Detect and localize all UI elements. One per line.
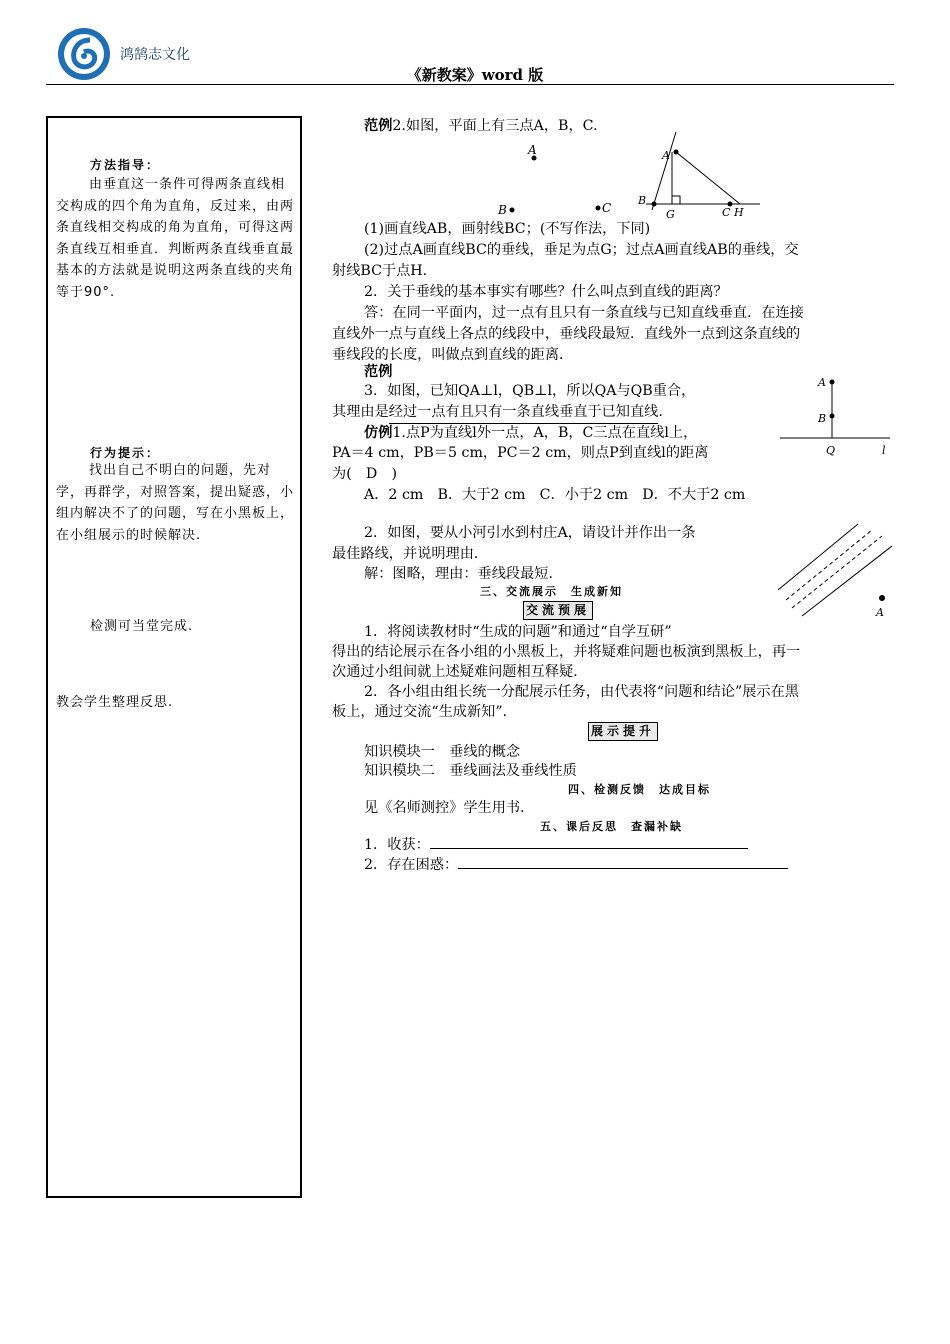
check-text: 检测可当堂完成.: [90, 619, 194, 634]
header-divider: [46, 84, 894, 85]
step-1-line2: 得出的结论展示在各小组的小黑板上，并将疑难问题也板演到黑板上，再一: [332, 644, 801, 660]
fig3-label-q: Q: [826, 444, 836, 457]
example-3-line1: 3．如图，已知QA⊥l，QB⊥l，所以QA与QB重合，: [364, 383, 696, 399]
imitation-1-line2: PA＝4 cm，PB＝5 cm，PC＝2 cm，则点P到直线l的距离: [332, 445, 709, 461]
fig3-label-a: A: [818, 376, 826, 389]
tag-exchange-preview: 交流预展: [523, 601, 593, 620]
figure-perpendicular: [632, 128, 764, 224]
fig3-label-l: l: [882, 444, 886, 457]
example-3-line2: 其理由是经过一点有且只有一条直线垂直于已知直线.: [332, 402, 663, 424]
brand-name: 鸿鹄志文化: [120, 47, 190, 63]
page-title: 《新教案》word 版: [406, 66, 544, 84]
section-5-title: 五、课后反思 查漏补缺: [540, 820, 683, 833]
question-2-line2: 射线BC于点H.: [332, 263, 428, 279]
fig1-label-a: A: [528, 143, 537, 157]
imitation-1-line1: 仿例1.点P为直线l外一点，A，B，C三点在直线l上，: [364, 425, 698, 441]
section-3-title: 三、交流展示 生成新知: [480, 585, 623, 598]
confusion-blank: [458, 868, 788, 869]
confusion-field: 2．存在困惑：: [364, 855, 788, 876]
question-3: 2．关于垂线的基本事实有哪些？什么叫点到直线的距离？: [364, 284, 728, 300]
fig2-label-b: B: [638, 194, 647, 207]
see-book-text: 见《名师测控》学生用书．: [364, 800, 535, 816]
answer-line1: 答：在同一平面内，过一点有且只有一条直线与已知直线垂直．在连接: [364, 305, 804, 321]
example-3-label: 范例: [364, 364, 393, 380]
reflect-text: 教会学生整理反思.: [56, 695, 174, 710]
fig2-label-g: G: [666, 208, 675, 221]
imitation-2-answer: 解：图略，理由：垂线段最短．: [364, 566, 563, 582]
knowledge-module-2: 知识模块二 垂线画法及垂线性质: [364, 763, 577, 779]
imitation-2-line1: 2．如图，要从小河引水到村庄A，请设计并作出一条: [364, 525, 696, 541]
fig3-label-b: B: [818, 412, 827, 425]
fig2-label-a: A: [662, 149, 670, 162]
imitation-2-line2: 最佳路线，并说明理由．: [332, 546, 489, 562]
imitation-1-answer: 为( D ): [332, 466, 398, 482]
reason-answer: 经过一点有且只有一条直线垂直于已知直线: [389, 402, 659, 424]
answer-line3: 垂线段的长度，叫做点到直线的距离．: [332, 347, 574, 363]
step-1-line3: 次通过小组间就上述疑难问题相互释疑．: [332, 664, 588, 680]
fig4-label-a: A: [876, 606, 884, 619]
step-2-line2: 板上，通过交流“生成新知”．: [332, 704, 517, 720]
figure-river: [772, 520, 896, 620]
answer-line2: 直线外一点与直线上各点的线段中，垂线段最短．直线外一点到这条直线的: [332, 326, 801, 342]
question-2-line1: (2)过点A画直线BC的垂线，垂足为点G；过点A画直线AB的垂线，交: [364, 242, 799, 258]
knowledge-module-1: 知识模块一 垂线的概念: [364, 744, 521, 760]
tag-show-improve: 展示提升: [588, 722, 658, 741]
fig1-label-b: B: [498, 203, 507, 217]
fig1-label-c: C: [602, 201, 612, 215]
method-heading: 方法指导：: [90, 158, 161, 172]
figure-perpendicular-line: [776, 368, 896, 458]
example-2: 范例2.如图，平面上有三点A，B，C.: [364, 118, 598, 134]
method-text: 由垂直这一条件可得两条直线相交构成的四个角为直角，反过来，由两条直线相交构成的角为直角，可得这两条直线互相垂直．判断两条直线垂直最基本的方法就是说明这两条直线的夹角等于90°.: [56, 177, 295, 300]
behavior-text: 找出自己不明白的问题，先对学，再群学，对照答案，提出疑惑，小组内解决不了的问题，写在小黑板上，在小组展示的时候解决.: [56, 463, 295, 543]
section-4-title: 四、检测反馈 达成目标: [568, 783, 711, 796]
step-1-line1: 1．将阅读教材时“生成的问题”和通过“自学互研”: [364, 624, 672, 640]
behavior-heading: 行为提示：: [90, 446, 161, 460]
fig2-label-h: H: [734, 206, 744, 219]
gain-blank: [430, 848, 748, 849]
step-2-line1: 2．各小组由组长统一分配展示任务，由代表将“问题和结论”展示在黑: [364, 684, 799, 700]
figure-three-points: [490, 140, 620, 220]
gain-field: 1．收获：: [364, 835, 748, 856]
question-1: (1)画直线AB，画射线BC；(不写作法，下同): [364, 221, 651, 237]
fig2-label-c: C: [722, 206, 731, 219]
imitation-1-options: A．2 cm B．大于2 cm C．小于2 cm D．不大于2 cm: [364, 487, 746, 503]
